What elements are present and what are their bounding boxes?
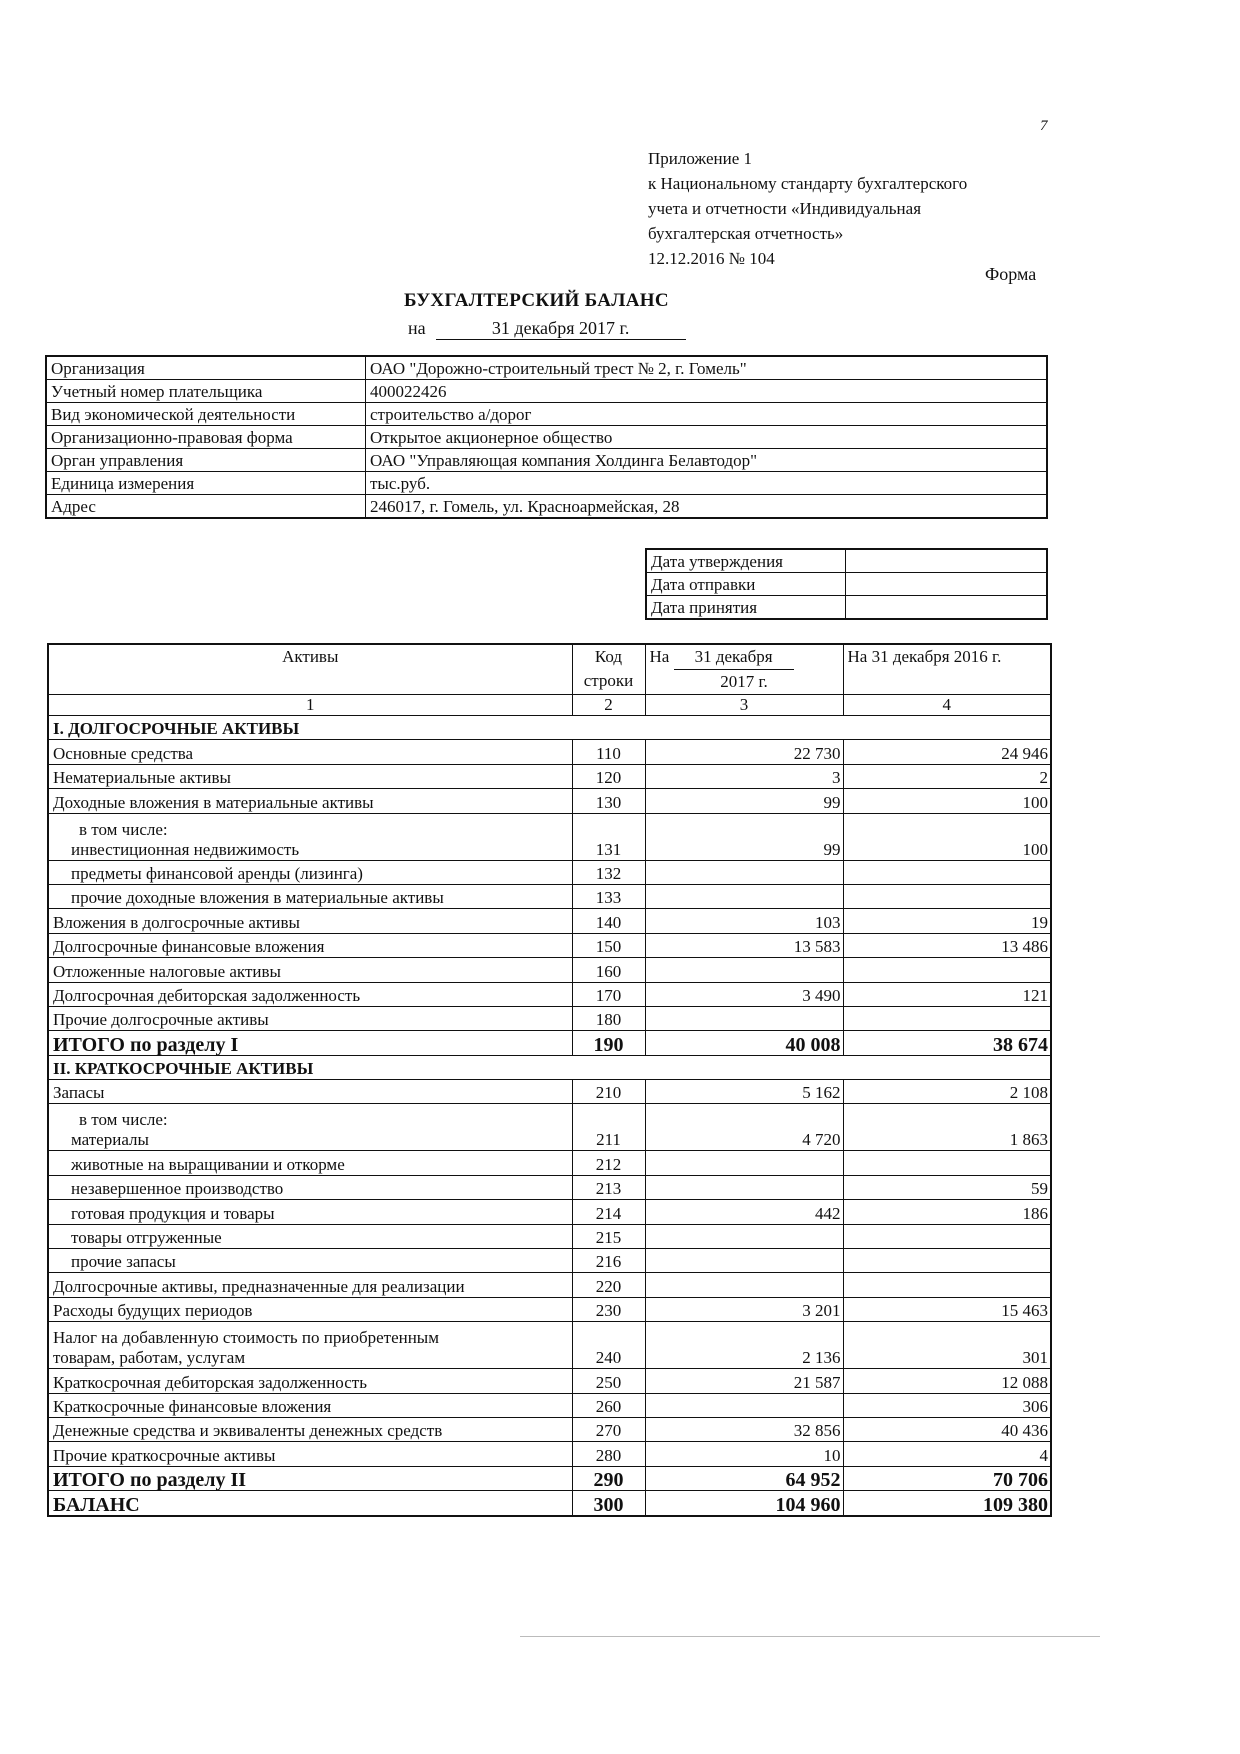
row-current-value — [645, 1175, 843, 1199]
date-field — [846, 573, 1048, 596]
table-row — [48, 813, 1051, 860]
row-name-text: Нематериальные активы — [53, 768, 231, 788]
row-previous-value: 38 674 — [843, 1031, 1051, 1055]
row-current-value: 3 201 — [645, 1297, 843, 1321]
row-name-text: Основные средства — [53, 743, 194, 763]
row-code: 214 — [572, 1200, 645, 1224]
row-current-value — [645, 1249, 843, 1273]
row-name-text: ИТОГО по разделу I — [53, 1033, 239, 1056]
row-code: 212 — [572, 1151, 645, 1175]
appendix-line: к Национальному стандарту бухгалтерского — [648, 174, 968, 193]
row-name-text: Краткосрочная дебиторская задолженность — [53, 1372, 367, 1392]
row-previous-value: 40 436 — [843, 1417, 1051, 1441]
row-current-value — [645, 1273, 843, 1297]
header-code: Код строки — [572, 644, 645, 695]
row-name — [48, 1393, 572, 1417]
row-previous-value — [843, 1151, 1051, 1175]
info-row — [46, 403, 1047, 426]
row-previous-value: 19 — [843, 909, 1051, 933]
row-previous-value: 306 — [843, 1393, 1051, 1417]
row-code: 240 — [572, 1322, 645, 1369]
info-value: 246017, г. Гомель, ул. Красноармейская, 28 — [366, 495, 1048, 519]
row-previous-value: 121 — [843, 982, 1051, 1006]
row-code: 215 — [572, 1224, 645, 1248]
section-title: I. ДОЛГОСРОЧНЫЕ АКТИВЫ — [48, 716, 1051, 740]
row-code: 210 — [572, 1080, 645, 1104]
row-current-value — [645, 860, 843, 884]
row-code: 170 — [572, 982, 645, 1006]
row-name — [48, 1369, 572, 1393]
table-row — [48, 933, 1051, 957]
row-current-value: 22 730 — [645, 740, 843, 764]
row-code: 300 — [572, 1491, 645, 1516]
row-previous-value — [843, 1006, 1051, 1030]
row-name — [48, 1224, 572, 1248]
info-row — [46, 426, 1047, 449]
row-code: 132 — [572, 860, 645, 884]
date-value: 31 декабря 2017 г. — [436, 318, 686, 340]
table-row — [48, 1491, 1051, 1516]
row-code: 280 — [572, 1442, 645, 1466]
page-title: БУХГАЛТЕРСКИЙ БАЛАНС — [404, 290, 669, 311]
row-name-text: Долгосрочная дебиторская задолженность — [53, 985, 361, 1005]
colnum-cell: 4 — [843, 695, 1051, 716]
row-name — [48, 1249, 572, 1273]
row-name-text: прочие доходные вложения в материальные активы — [71, 888, 444, 908]
row-code: 131 — [572, 813, 645, 860]
row-name-text: Расходы будущих периодов — [53, 1301, 253, 1321]
table-row — [48, 1442, 1051, 1466]
row-name-text: Долгосрочные финансовые вложения — [53, 937, 325, 957]
row-code: 250 — [572, 1369, 645, 1393]
info-label: Орган управления — [46, 449, 366, 472]
row-name — [48, 958, 572, 982]
table-row — [48, 740, 1051, 764]
info-value: 400022426 — [366, 380, 1048, 403]
row-previous-value: 109 380 — [843, 1491, 1051, 1516]
row-current-value — [645, 958, 843, 982]
date-label: Дата отправки — [646, 573, 846, 596]
table-row — [48, 884, 1051, 908]
row-code: 150 — [572, 933, 645, 957]
row-previous-value: 1 863 — [843, 1104, 1051, 1151]
info-value: Открытое акционерное общество — [366, 426, 1048, 449]
row-code: 216 — [572, 1249, 645, 1273]
organization-info-table — [45, 355, 1048, 519]
table-row — [48, 1104, 1051, 1151]
row-name — [48, 764, 572, 788]
row-name-text: незавершенное производство — [71, 1179, 284, 1199]
date-row — [646, 573, 1047, 596]
row-code: 213 — [572, 1175, 645, 1199]
page-number: 7 — [1040, 118, 1048, 134]
row-current-value: 2 136 — [645, 1322, 843, 1369]
table-header-row — [48, 644, 1051, 695]
row-current-value — [645, 884, 843, 908]
info-label: Учетный номер плательщика — [46, 380, 366, 403]
row-name — [48, 1322, 572, 1369]
row-name-text: материалы — [71, 1130, 149, 1150]
appendix-line: 12.12.2016 № 104 — [648, 249, 775, 268]
row-name-text: Денежные средства и эквиваленты денежных средств — [53, 1421, 443, 1441]
table-row — [48, 1369, 1051, 1393]
appendix-line: бухгалтерская отчетность» — [648, 224, 844, 243]
table-row — [48, 909, 1051, 933]
row-name — [48, 982, 572, 1006]
table-row — [48, 1200, 1051, 1224]
row-code: 230 — [572, 1297, 645, 1321]
row-name-text: товары отгруженные — [71, 1228, 222, 1248]
row-previous-value: 70 706 — [843, 1466, 1051, 1490]
row-current-value: 103 — [645, 909, 843, 933]
row-previous-value: 15 463 — [843, 1297, 1051, 1321]
row-name-text: прочие запасы — [71, 1252, 176, 1272]
row-name — [48, 1491, 572, 1516]
section-row — [48, 1055, 1051, 1079]
table-row — [48, 789, 1051, 813]
row-code: 260 — [572, 1393, 645, 1417]
info-value: тыс.руб. — [366, 472, 1048, 495]
row-name-text: готовая продукция и товары — [71, 1203, 275, 1223]
row-code: 211 — [572, 1104, 645, 1151]
row-name — [48, 884, 572, 908]
appendix-note — [648, 146, 967, 271]
row-name — [48, 860, 572, 884]
info-label: Организация — [46, 356, 366, 380]
row-name — [48, 909, 572, 933]
row-code: 290 — [572, 1466, 645, 1490]
info-label: Единица измерения — [46, 472, 366, 495]
table-row — [48, 1006, 1051, 1030]
row-previous-value — [843, 1273, 1051, 1297]
row-current-value: 99 — [645, 813, 843, 860]
row-previous-value: 100 — [843, 813, 1051, 860]
header-current: На 31 декабря 2017 г. — [645, 644, 843, 695]
info-row — [46, 449, 1047, 472]
row-code: 270 — [572, 1417, 645, 1441]
row-code: 220 — [572, 1273, 645, 1297]
row-name — [48, 1297, 572, 1321]
row-current-value — [645, 1006, 843, 1030]
info-value: ОАО "Управляющая компания Холдинга Белавтодор" — [366, 449, 1048, 472]
info-label: Вид экономической деятельности — [46, 403, 366, 426]
table-row — [48, 1031, 1051, 1055]
row-name-text: Долгосрочные активы, предназначенные для реализации — [53, 1276, 465, 1296]
info-label: Организационно-правовая форма — [46, 426, 366, 449]
row-current-value — [645, 1151, 843, 1175]
table-row — [48, 1417, 1051, 1441]
section-title: II. КРАТКОСРОЧНЫЕ АКТИВЫ — [48, 1055, 1051, 1079]
report-date — [408, 318, 686, 340]
section-row — [48, 716, 1051, 740]
row-previous-value: 186 — [843, 1200, 1051, 1224]
form-label: Форма — [985, 264, 1037, 284]
row-current-value — [645, 1393, 843, 1417]
table-row — [48, 1224, 1051, 1248]
date-row — [646, 549, 1047, 573]
row-previous-value — [843, 860, 1051, 884]
row-current-value: 5 162 — [645, 1080, 843, 1104]
colnum-cell: 2 — [572, 695, 645, 716]
row-code: 180 — [572, 1006, 645, 1030]
row-current-value: 21 587 — [645, 1369, 843, 1393]
row-name — [48, 1006, 572, 1030]
row-previous-value — [843, 884, 1051, 908]
row-current-value: 64 952 — [645, 1466, 843, 1490]
row-current-value — [645, 1224, 843, 1248]
appendix-line: учета и отчетности «Индивидуальная — [648, 199, 922, 218]
row-name — [48, 1417, 572, 1441]
row-previous-value: 301 — [843, 1322, 1051, 1369]
info-row — [46, 495, 1047, 519]
row-name — [48, 1175, 572, 1199]
row-current-value: 3 490 — [645, 982, 843, 1006]
info-value: ОАО "Дорожно-строительный трест № 2, г. Гомель" — [366, 356, 1048, 380]
row-current-value: 10 — [645, 1442, 843, 1466]
row-previous-value: 2 — [843, 764, 1051, 788]
row-name — [48, 1151, 572, 1175]
row-name-text: ИТОГО по разделу II — [53, 1469, 247, 1492]
info-row — [46, 380, 1047, 403]
row-current-value: 13 583 — [645, 933, 843, 957]
row-name-text: товарам, работам, услугам — [53, 1348, 246, 1368]
row-name-text: БАЛАНС — [53, 1493, 140, 1516]
colnum-cell: 1 — [48, 695, 572, 716]
row-name — [48, 789, 572, 813]
row-name-text: предметы финансовой аренды (лизинга) — [71, 863, 363, 883]
info-row — [46, 356, 1047, 380]
table-row — [48, 982, 1051, 1006]
table-row — [48, 1249, 1051, 1273]
row-code: 133 — [572, 884, 645, 908]
table-row — [48, 1322, 1051, 1369]
row-name — [48, 1466, 572, 1490]
info-row — [46, 472, 1047, 495]
date-prefix: на — [408, 318, 426, 338]
row-name-prefix: Налог на добавленную стоимость по приобретенным — [53, 1328, 439, 1348]
row-code: 120 — [572, 764, 645, 788]
row-name-text: Отложенные налоговые активы — [53, 961, 281, 981]
row-code: 110 — [572, 740, 645, 764]
row-current-value: 104 960 — [645, 1491, 843, 1516]
row-current-value: 442 — [645, 1200, 843, 1224]
row-name — [48, 1442, 572, 1466]
header-previous: На 31 декабря 2016 г. — [843, 644, 1051, 695]
date-field — [846, 549, 1048, 573]
table-row — [48, 860, 1051, 884]
row-name — [48, 1104, 572, 1151]
row-code: 130 — [572, 789, 645, 813]
row-name — [48, 1200, 572, 1224]
row-name — [48, 1273, 572, 1297]
row-previous-value — [843, 1224, 1051, 1248]
row-name-text: инвестиционная недвижимость — [71, 839, 300, 859]
row-name-text: Доходные вложения в материальные активы — [53, 792, 374, 812]
row-name-text: Краткосрочные финансовые вложения — [53, 1396, 332, 1416]
table-row — [48, 958, 1051, 982]
row-previous-value — [843, 958, 1051, 982]
row-current-value: 32 856 — [645, 1417, 843, 1441]
row-current-value: 40 008 — [645, 1031, 843, 1055]
row-previous-value: 4 — [843, 1442, 1051, 1466]
row-name — [48, 1031, 572, 1055]
row-code: 160 — [572, 958, 645, 982]
row-name-text: Прочие краткосрочные активы — [53, 1445, 276, 1465]
row-previous-value: 24 946 — [843, 740, 1051, 764]
row-current-value: 4 720 — [645, 1104, 843, 1151]
row-name — [48, 740, 572, 764]
row-current-value: 99 — [645, 789, 843, 813]
row-previous-value: 100 — [843, 789, 1051, 813]
info-label: Адрес — [46, 495, 366, 519]
date-row — [646, 596, 1047, 620]
row-previous-value — [843, 1249, 1051, 1273]
row-previous-value: 59 — [843, 1175, 1051, 1199]
column-number-row — [48, 695, 1051, 716]
date-label: Дата принятия — [646, 596, 846, 620]
scan-artifact-line — [520, 1636, 1100, 1637]
row-previous-value: 12 088 — [843, 1369, 1051, 1393]
balance-assets-table — [47, 643, 1052, 1517]
row-code: 140 — [572, 909, 645, 933]
date-label: Дата утверждения — [646, 549, 846, 573]
date-field — [846, 596, 1048, 620]
table-row — [48, 764, 1051, 788]
table-row — [48, 1466, 1051, 1490]
row-name-text: Прочие долгосрочные активы — [53, 1010, 269, 1030]
row-code: 190 — [572, 1031, 645, 1055]
row-name — [48, 813, 572, 860]
row-name-prefix: в том числе: — [79, 819, 168, 839]
appendix-line: Приложение 1 — [648, 149, 752, 168]
row-name-text: животные на выращивании и откорме — [71, 1154, 345, 1174]
table-row — [48, 1080, 1051, 1104]
row-previous-value: 2 108 — [843, 1080, 1051, 1104]
table-row — [48, 1273, 1051, 1297]
table-row — [48, 1175, 1051, 1199]
row-name — [48, 933, 572, 957]
table-row — [48, 1393, 1051, 1417]
row-name — [48, 1080, 572, 1104]
table-row — [48, 1297, 1051, 1321]
table-row — [48, 1151, 1051, 1175]
row-name-prefix: в том числе: — [79, 1110, 168, 1130]
row-name-text: Запасы — [53, 1083, 105, 1103]
row-name-text: Вложения в долгосрочные активы — [53, 912, 300, 932]
colnum-cell: 3 — [645, 695, 843, 716]
row-current-value: 3 — [645, 764, 843, 788]
info-value: строительство а/дорог — [366, 403, 1048, 426]
header-assets: Активы — [48, 644, 572, 695]
row-previous-value: 13 486 — [843, 933, 1051, 957]
dates-table — [645, 548, 1048, 620]
